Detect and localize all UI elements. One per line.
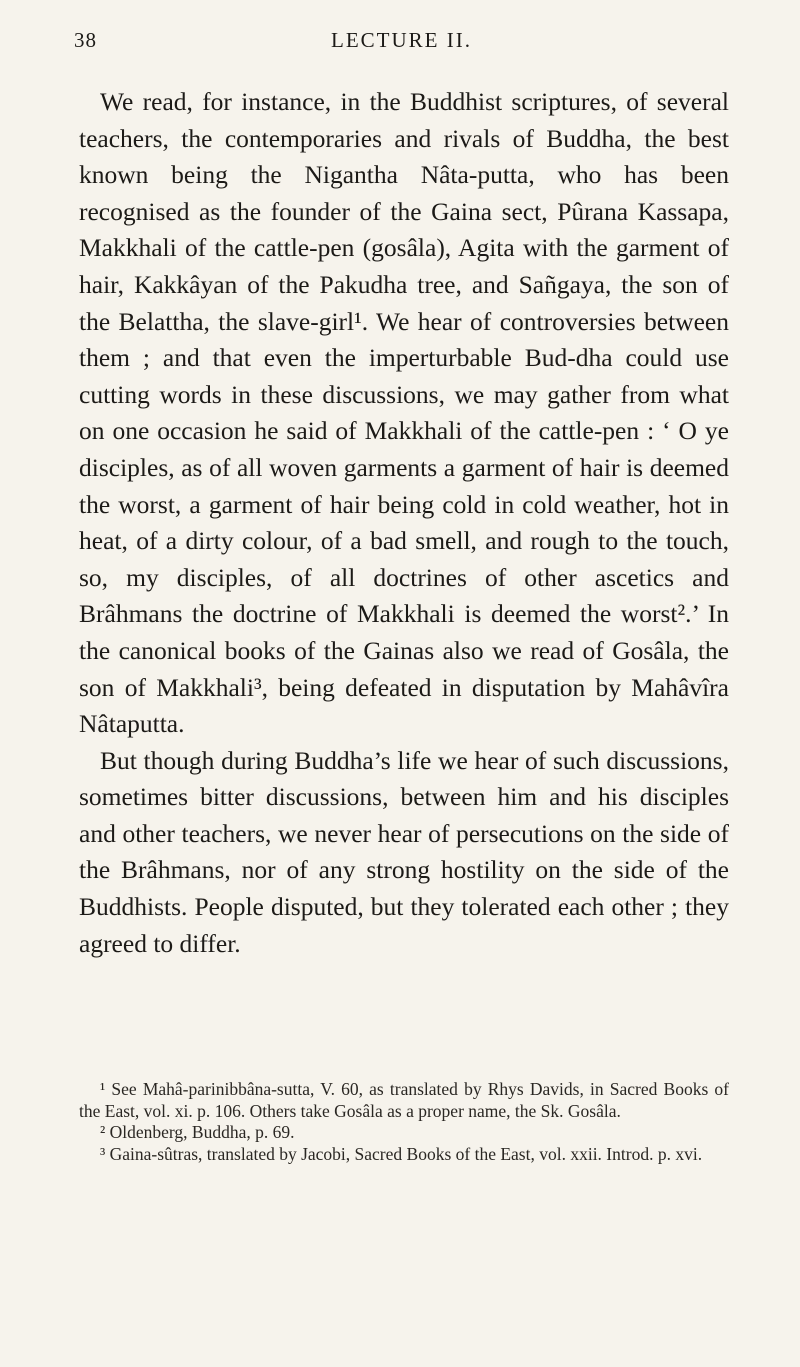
running-head: LECTURE II.: [331, 28, 472, 52]
paragraph: We read, for instance, in the Buddhist scriptures, of several teachers, the contemporaries and rivals of Buddha, the best known being the Nigantha Nâta-putta, who has been recognised as the founder of the Gaina sect, Pûrana Kassapa, Makkhali of the cattle-pen (gosâla), Agita with the garment of hair, Kakkâyan of the Pakudha tree, and Sañgaya, the son of the Belattha, the slave-girl¹. We hear of controversies between them ; and that even the imperturbable Bud-dha could use cutting words in these discussions, we may gather from what on one occasion he said of Makkhali of the cattle-pen : ‘ O ye disciples, as of all woven garments a garment of hair is deemed the worst, a garment of hair being cold in cold weather, hot in heat, of a dirty colour, of a bad smell, and rough to the touch, so, my disciples, of all doctrines of other ascetics and Brâhmans the doctrine of Makkhali is deemed the worst².’ In the canonical books of the Gainas also we read of Gosâla, the son of Makkhali³, being defeated in disputation by Mahâvîra Nâtaputta.: [79, 87, 729, 739]
footnote: ² Oldenberg, Buddha, p. 69.: [100, 1122, 295, 1143]
footnotes: [79, 1079, 729, 1166]
page-number: 38: [74, 28, 97, 52]
footnote: ³ Gaina-sûtras, translated by Jacobi, Sacred Books of the East, vol. xxii. Introd. p. xvi.: [100, 1144, 703, 1165]
paragraph: But though during Buddha’s life we hear of such discussions, sometimes bitter discussions, between him and his disciples and other teachers, we never hear of persecutions on the side of the Brâhmans, nor of any strong hostility on the side of the Buddhists. People disputed, but they tolerated each other ; they agreed to differ.: [79, 745, 729, 958]
body-text: [79, 84, 729, 962]
footnote: ¹ See Mahâ-parinibbâna-sutta, V. 60, as translated by Rhys Davids, in Sacred Books of the East, vol. xi. p. 106. Others take Gosâla as a proper name, the Sk. Gosâla.: [79, 1079, 729, 1121]
page-header: [74, 28, 729, 58]
